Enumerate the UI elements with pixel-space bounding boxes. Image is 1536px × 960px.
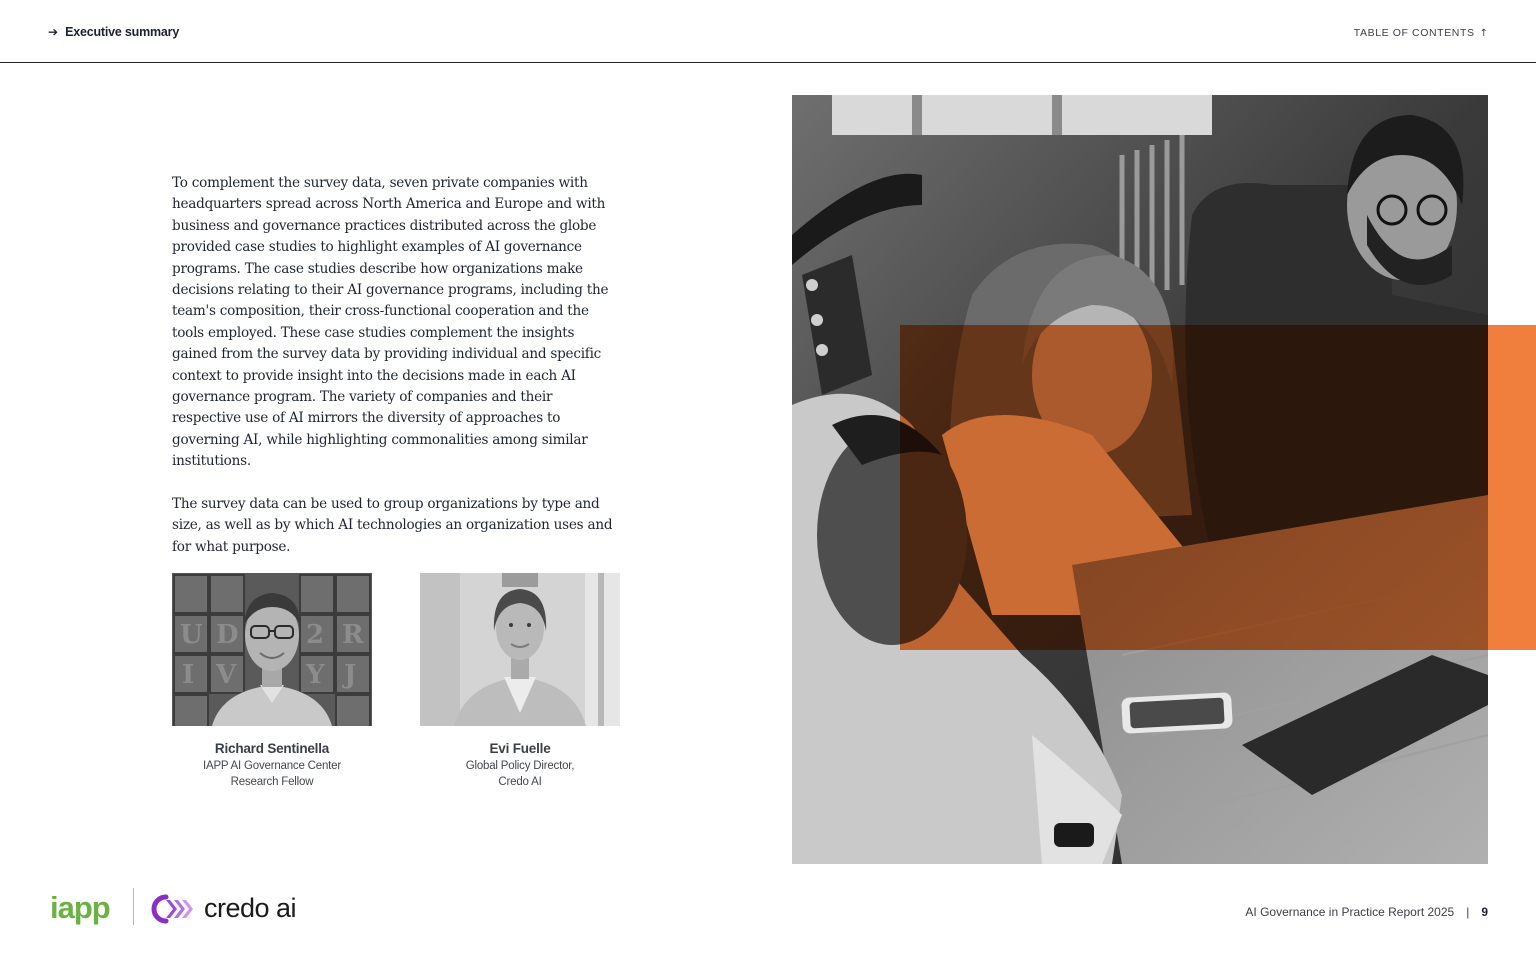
person-card-evi (420, 573, 620, 790)
table-of-contents-link[interactable] (1354, 27, 1488, 39)
page-header (0, 0, 1536, 63)
breadcrumb[interactable] (48, 25, 179, 39)
svg-text:Y: Y (306, 660, 325, 690)
svg-text:U: U (180, 620, 203, 650)
arrow-up-icon: ↑ (1479, 27, 1488, 39)
portrait-photo (420, 573, 620, 726)
person-card-richard (172, 573, 372, 790)
svg-text:I: I (182, 660, 195, 690)
person-role (172, 758, 372, 790)
person-role-line-1: Global Policy Director, (465, 760, 575, 772)
svg-text:J: J (344, 660, 357, 690)
paragraph-2: The survey data can be used to group organizations by type and size, as well as by which AI technologies an organization uses and for what purpose. (172, 495, 613, 555)
portrait-photo (172, 573, 372, 726)
page-footer (1245, 905, 1488, 919)
orange-accent-tab (1488, 325, 1536, 650)
svg-text:R: R (342, 620, 364, 650)
report-title: AI Governance in Practice Report 2025 (1245, 905, 1455, 919)
orange-accent-overlay (900, 325, 1536, 650)
paragraph-1: To complement the survey data, seven private companies with headquarters spread across North America and Europe and with business and governance practices distributed across the globe provided case studies to highlight examples of AI governance programs. The case studies describe how organizations make decisions relating to their AI governance programs, including the team's composition, their cross-functional cooperation and the tools employed. These case studies complement the insights gained from the survey data by providing individual and specific context to provide insight into the decisions made in each AI governance program. The variety of companies and their respective use of AI mirrors the diversity of approaches to governing AI, while highlighting commonalities among similar institutions. (172, 175, 609, 470)
person-name: Richard Sentinella (214, 741, 330, 756)
person-role-line-2: Credo AI (498, 776, 542, 788)
body-text (172, 173, 622, 579)
person-name: Evi Fuelle (489, 741, 551, 756)
arrow-right-icon: ➔ (48, 25, 59, 39)
toc-label: TABLE OF CONTENTS (1353, 27, 1475, 39)
breadcrumb-label: Executive summary (65, 25, 180, 39)
svg-text:V: V (216, 660, 237, 690)
svg-text:D: D (216, 620, 239, 650)
person-role-line-2: Research Fellow (230, 776, 314, 788)
logo-divider (133, 888, 134, 925)
iapp-logo: iapp (50, 890, 110, 925)
person-role-line-1: IAPP AI Governance Center (203, 760, 341, 772)
credo-ai-chevron-icon (148, 894, 196, 924)
footer-separator: | (1466, 905, 1470, 919)
page-number: 9 (1481, 905, 1488, 919)
credo-ai-wordmark: credo ai (204, 893, 297, 923)
credo-ai-logo (148, 893, 296, 924)
svg-text:2: 2 (306, 620, 325, 650)
person-role (420, 758, 620, 790)
